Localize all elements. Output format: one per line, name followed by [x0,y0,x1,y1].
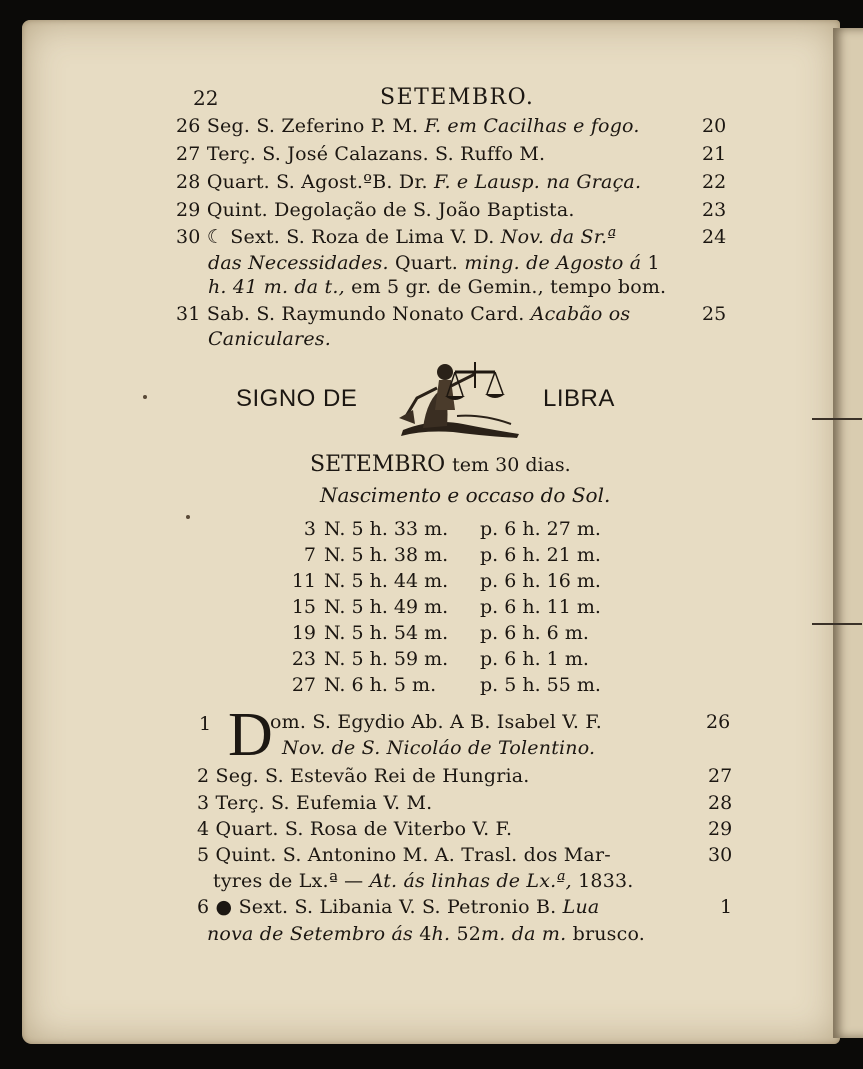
calendar-entry: 29 Quint. Degolação de S. João Baptista. [176,199,575,221]
drop-cap: D [228,701,273,769]
calendar-entry: 2 Seg. S. Estevão Rei de Hungria. [197,765,530,787]
entry-number: 23 [702,199,727,221]
calendar-entry: 30 ☾ Sext. S. Roza de Lima V. D. Nov. da Sr.ª [176,226,617,248]
calendar-entry: 5 Quint. S. Antonino M. A. Trasl. dos Mar- [197,844,611,866]
calendar-entry-continuation: nova de Setembro ás 4h. 52m. da m. brusco. [207,923,646,945]
entry-number: 20 [702,115,727,137]
sun-table-heading: Nascimento e occaso do Sol. [320,483,611,507]
calendar-entry-continuation: tyres de Lx.ª — At. ás linhas de Lx.ª, 1833. [213,870,634,892]
entry-number: 28 [708,792,733,814]
facing-page-edge [833,28,863,1038]
page-edge-mark [812,623,862,625]
page-edge-mark [812,418,862,420]
calendar-entry: 27 Terç. S. José Calazans. S. Ruffo M. [176,143,546,165]
calendar-entry: 31 Sab. S. Raymundo Nonato Card. Acabão os [176,303,631,325]
sign-label: SIGNO DE [236,385,358,412]
calendar-entry-continuation: Nov. de S. Nicoláo de Tolentino. [282,737,596,759]
calendar-entry-continuation: das Necessidades. Quart. ming. de Agosto á 1 [208,252,660,274]
calendar-entry: 6 ● Sext. S. Libania V. S. Petronio B. Lua [197,896,600,918]
month-heading: SETEMBRO tem 30 dias. [310,452,571,477]
ink-speck [143,395,147,399]
libra-woodcut-icon [393,358,523,440]
entry-number: 29 [708,818,733,840]
calendar-entry: 4 Quart. S. Rosa de Viterbo V. F. [197,818,513,840]
calendar-entry: 28 Quart. S. Agost.ºB. Dr. F. e Lausp. na Graça. [176,171,642,193]
entry-number: 21 [702,143,727,165]
entry-number: 27 [708,765,733,787]
ink-speck [186,515,190,519]
calendar-entry: 3 Terç. S. Eufemia V. M. [197,792,433,814]
sign-name: LIBRA [543,385,615,412]
entry-number: 24 [702,226,727,248]
page-title: SETEMBRO. [380,85,535,110]
entry-number: 26 [706,711,731,733]
calendar-entry: om. S. Egydio Ab. A B. Isabel V. F. [270,711,603,733]
entry-number: 22 [702,171,727,193]
calendar-entry-continuation: Caniculares. [208,328,331,350]
entry-number: 30 [708,844,733,866]
calendar-entry-continuation: h. 41 m. da t., em 5 gr. de Gemin., tempo bom. [208,276,667,298]
page-number: 22 [193,86,219,110]
entry-number: 25 [702,303,727,325]
entry-number: 1 [720,896,733,918]
calendar-entry: 26 Seg. S. Zeferino P. M. F. em Cacilhas e fogo. [176,115,640,137]
day-number: 1 [199,713,212,735]
